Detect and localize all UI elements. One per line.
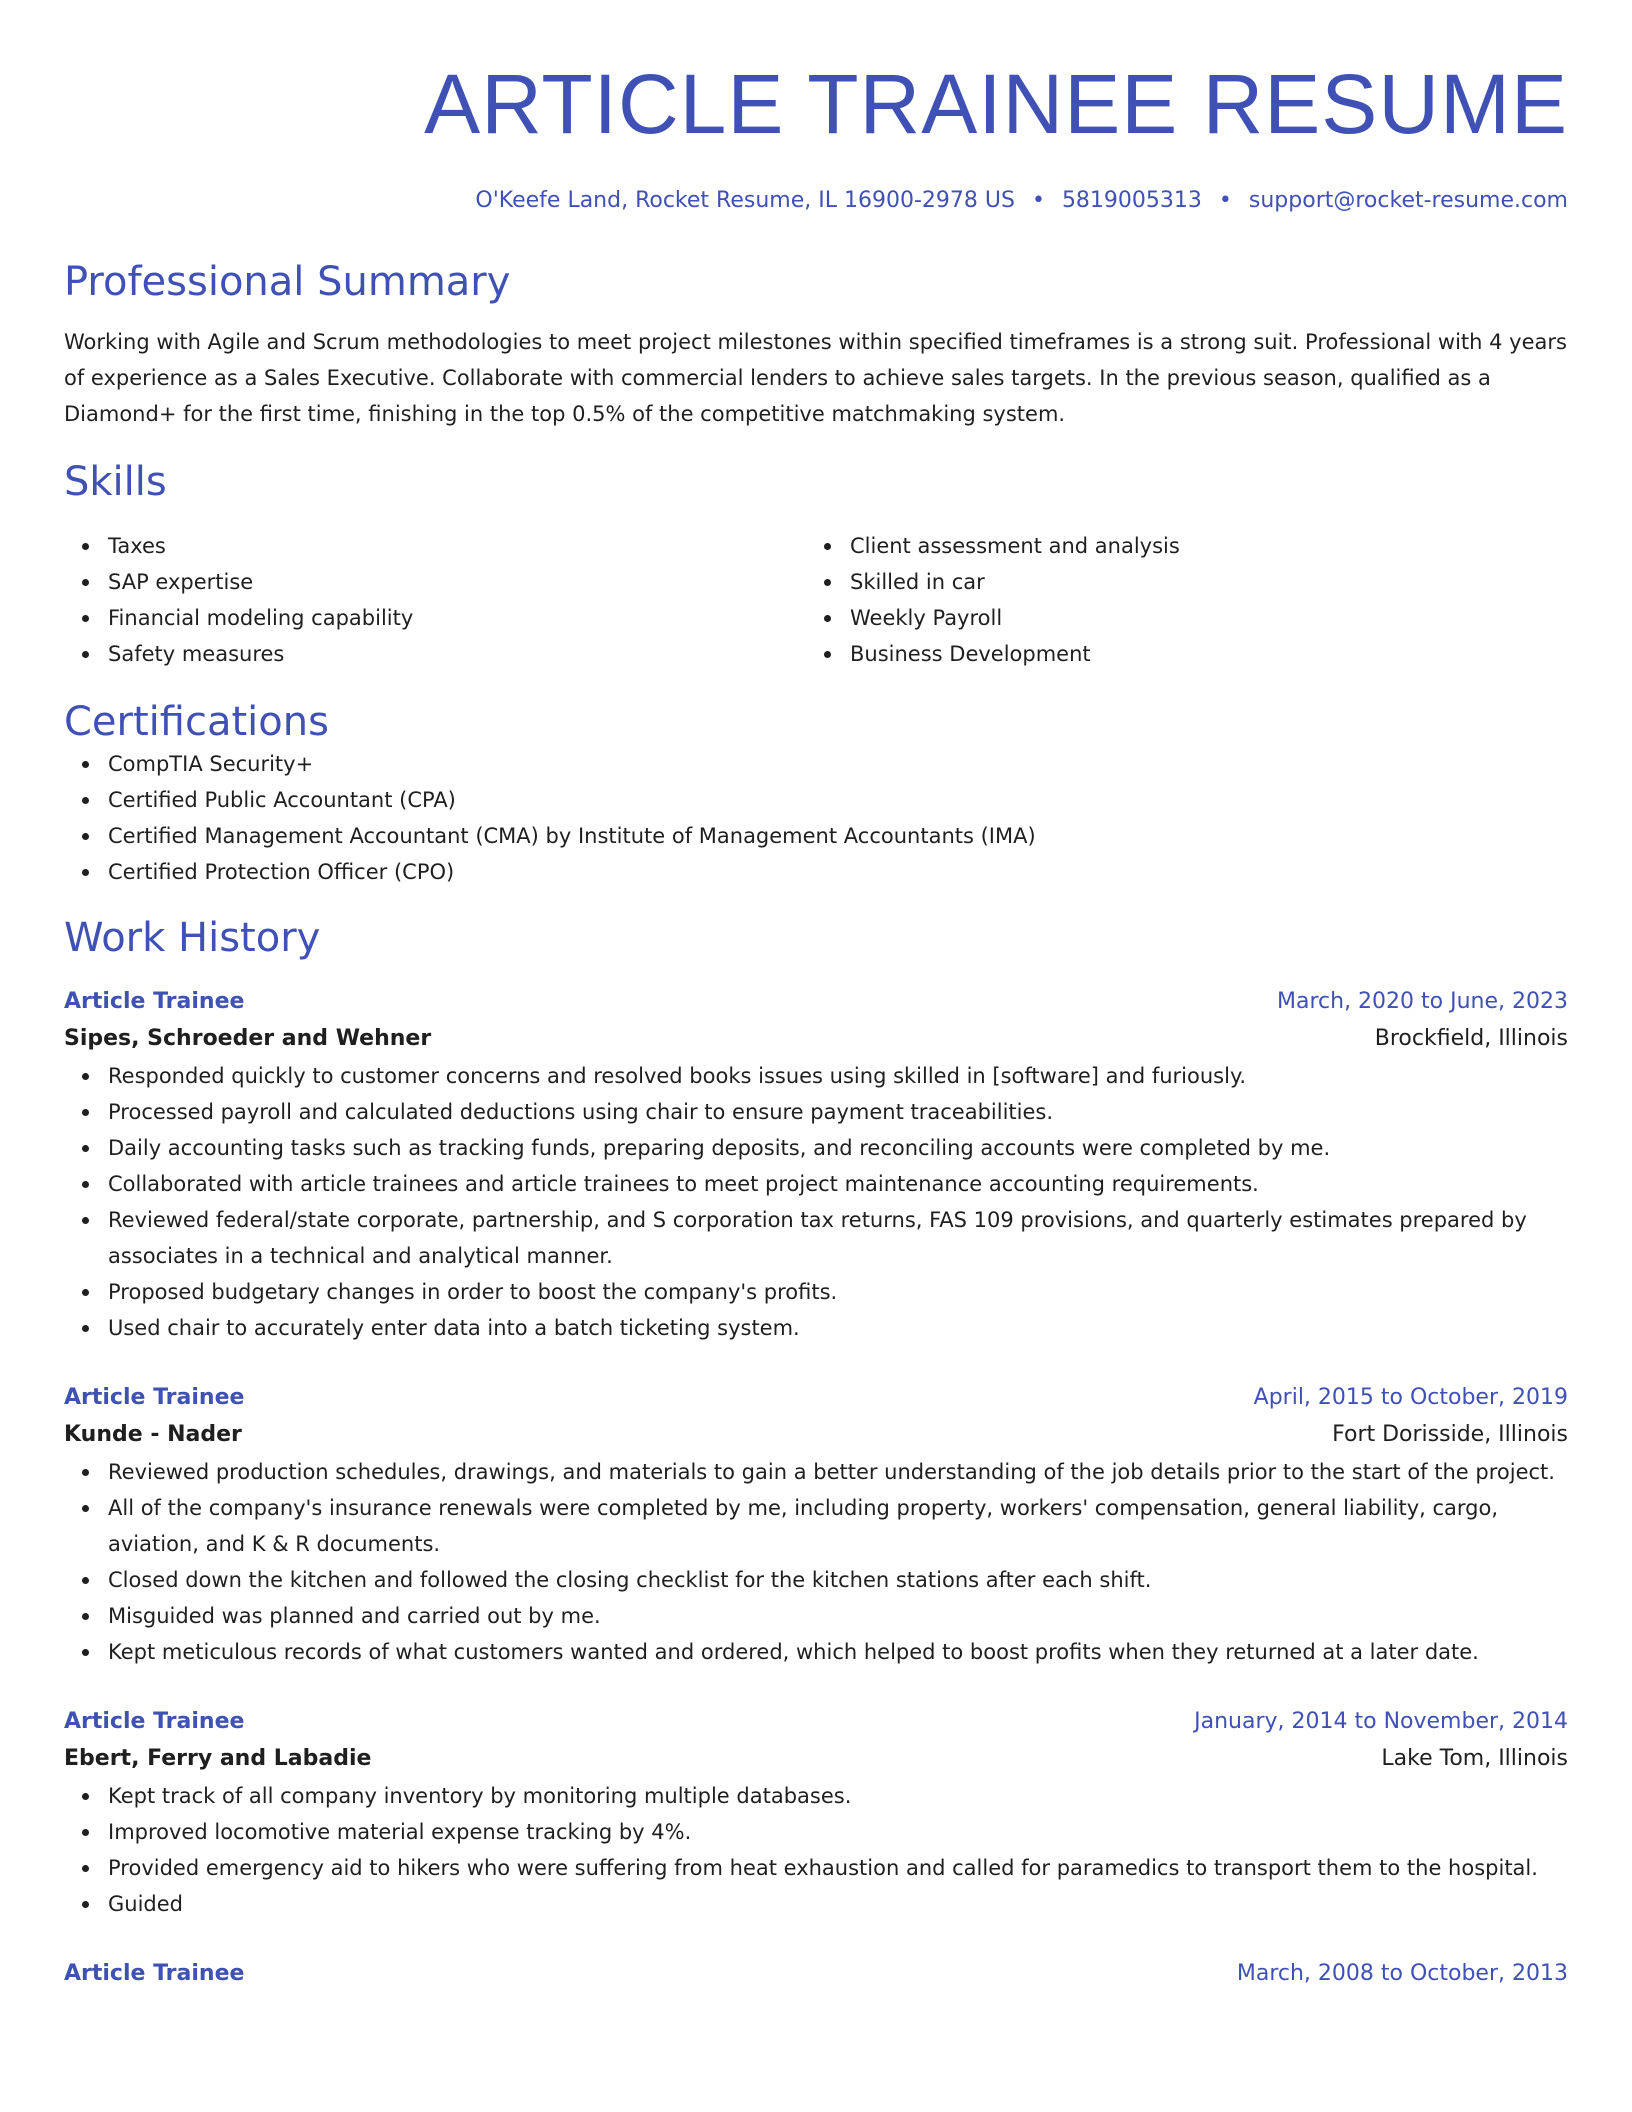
job-role: Article Trainee bbox=[64, 1961, 245, 1986]
job-duty-item: Misguided was planned and carried out by me. bbox=[64, 1598, 1568, 1634]
job-entry bbox=[64, 1956, 1568, 1992]
job-header-row bbox=[64, 984, 1568, 1020]
job-role: Article Trainee bbox=[64, 1385, 245, 1410]
skills-grid bbox=[64, 528, 1568, 672]
certifications-list bbox=[64, 746, 1568, 890]
job-duties-list bbox=[64, 1058, 1568, 1346]
job-dates: March, 2020 to June, 2023 bbox=[1277, 989, 1568, 1014]
resume-title: ARTICLE TRAINEE RESUME bbox=[424, 57, 1568, 151]
job-duty-item: Processed payroll and calculated deductions using chair to ensure payment traceabilities. bbox=[64, 1094, 1568, 1130]
job-duty-item: Collaborated with article trainees and article trainees to meet project maintenance accounting requirements. bbox=[64, 1166, 1568, 1202]
skill-item: Safety measures bbox=[64, 636, 806, 672]
skills-list-left bbox=[64, 528, 806, 672]
job-duty-item: Kept meticulous records of what customers wanted and ordered, which helped to boost profits when they returned at a later date. bbox=[64, 1634, 1568, 1670]
job-company: Sipes, Schroeder and Wehner bbox=[64, 1026, 432, 1051]
contact-address: O'Keefe Land, Rocket Resume, IL 16900-2978 US bbox=[475, 188, 1015, 213]
job-entry bbox=[64, 984, 1568, 1346]
job-duty-item: Responded quickly to customer concerns and resolved books issues using skilled in [software] and furiously. bbox=[64, 1058, 1568, 1094]
job-company-row bbox=[64, 1740, 1568, 1778]
job-role: Article Trainee bbox=[64, 989, 245, 1014]
job-company-row bbox=[64, 1020, 1568, 1058]
job-entry bbox=[64, 1380, 1568, 1670]
job-duty-item: All of the company's insurance renewals were completed by me, including property, workers' compensation, general liability, cargo, aviation, and K & R documents. bbox=[64, 1490, 1568, 1562]
job-company: Kunde - Nader bbox=[64, 1422, 242, 1447]
job-duty-item: Daily accounting tasks such as tracking funds, preparing deposits, and reconciling accounts were completed by me. bbox=[64, 1130, 1568, 1166]
contact-phone: 5819005313 bbox=[1061, 188, 1202, 213]
contact-email: support@rocket-resume.com bbox=[1248, 188, 1568, 213]
job-role: Article Trainee bbox=[64, 1709, 245, 1734]
skill-item: SAP expertise bbox=[64, 564, 806, 600]
skills-column-right bbox=[806, 528, 1548, 672]
job-duty-item: Closed down the kitchen and followed the closing checklist for the kitchen stations after each shift. bbox=[64, 1562, 1568, 1598]
job-location: Lake Tom, Illinois bbox=[1381, 1746, 1568, 1771]
summary-heading: Professional Summary bbox=[64, 259, 511, 305]
job-duties-list bbox=[64, 1778, 1568, 1922]
job-location: Brockfield, Illinois bbox=[1374, 1026, 1568, 1051]
summary-text: Working with Agile and Scrum methodologies to meet project milestones within specified timeframes is a strong suit. Professional with 4 years of experience as a Sales Executive. Collaborate with commercial lenders to achieve sales targets. In the previous season, qualified as a Diamond+ for the first time, finishing in the top 0.5% of the competitive matchmaking system. bbox=[64, 330, 1567, 426]
job-dates: January, 2014 to November, 2014 bbox=[1194, 1709, 1568, 1734]
job-duty-item: Reviewed production schedules, drawings, and materials to gain a better understanding of the job details prior to the start of the project. bbox=[64, 1454, 1568, 1490]
contact-line bbox=[64, 186, 1568, 216]
job-entry bbox=[64, 1704, 1568, 1922]
skill-item: Client assessment and analysis bbox=[806, 528, 1548, 564]
skills-heading: Skills bbox=[64, 459, 167, 505]
certification-item: Certified Public Accountant (CPA) bbox=[64, 782, 1568, 818]
job-header-row bbox=[64, 1956, 1568, 1992]
certification-item: Certified Management Accountant (CMA) by Institute of Management Accountants (IMA) bbox=[64, 818, 1568, 854]
job-dates: March, 2008 to October, 2013 bbox=[1236, 1961, 1568, 1986]
skill-item: Business Development bbox=[806, 636, 1548, 672]
job-dates: April, 2015 to October, 2019 bbox=[1253, 1385, 1568, 1410]
job-company: Ebert, Ferry and Labadie bbox=[64, 1746, 372, 1771]
certification-item: Certified Protection Officer (CPO) bbox=[64, 854, 1568, 890]
skill-item: Financial modeling capability bbox=[64, 600, 806, 636]
certification-item: CompTIA Security+ bbox=[64, 746, 1568, 782]
skill-item: Weekly Payroll bbox=[806, 600, 1548, 636]
job-duty-item: Guided bbox=[64, 1886, 1568, 1922]
job-duties-list bbox=[64, 1454, 1568, 1670]
job-duty-item: Proposed budgetary changes in order to boost the company's profits. bbox=[64, 1274, 1568, 1310]
job-duty-item: Reviewed federal/state corporate, partnership, and S corporation tax returns, FAS 109 provisions, and quarterly estimates prepared by associates in a technical and analytical manner. bbox=[64, 1202, 1568, 1274]
skill-item: Taxes bbox=[64, 528, 806, 564]
skills-list-right bbox=[806, 528, 1548, 672]
job-company-row bbox=[64, 1416, 1568, 1454]
contact-separator: • bbox=[1218, 188, 1232, 213]
job-duty-item: Provided emergency aid to hikers who were suffering from heat exhaustion and called for paramedics to transport them to the hospital. bbox=[64, 1850, 1568, 1886]
job-header-row bbox=[64, 1704, 1568, 1740]
job-location: Fort Dorisside, Illinois bbox=[1332, 1422, 1568, 1447]
job-header-row bbox=[64, 1380, 1568, 1416]
job-duty-item: Used chair to accurately enter data into a batch ticketing system. bbox=[64, 1310, 1568, 1346]
job-duty-item: Improved locomotive material expense tracking by 4%. bbox=[64, 1814, 1568, 1850]
resume-page bbox=[64, 0, 1568, 1992]
skills-column-left bbox=[64, 528, 806, 672]
skill-item: Skilled in car bbox=[806, 564, 1548, 600]
work-history-heading: Work History bbox=[64, 915, 321, 961]
contact-separator: • bbox=[1031, 188, 1045, 213]
job-duty-item: Kept track of all company inventory by monitoring multiple databases. bbox=[64, 1778, 1568, 1814]
certifications-heading: Certifications bbox=[64, 699, 329, 745]
